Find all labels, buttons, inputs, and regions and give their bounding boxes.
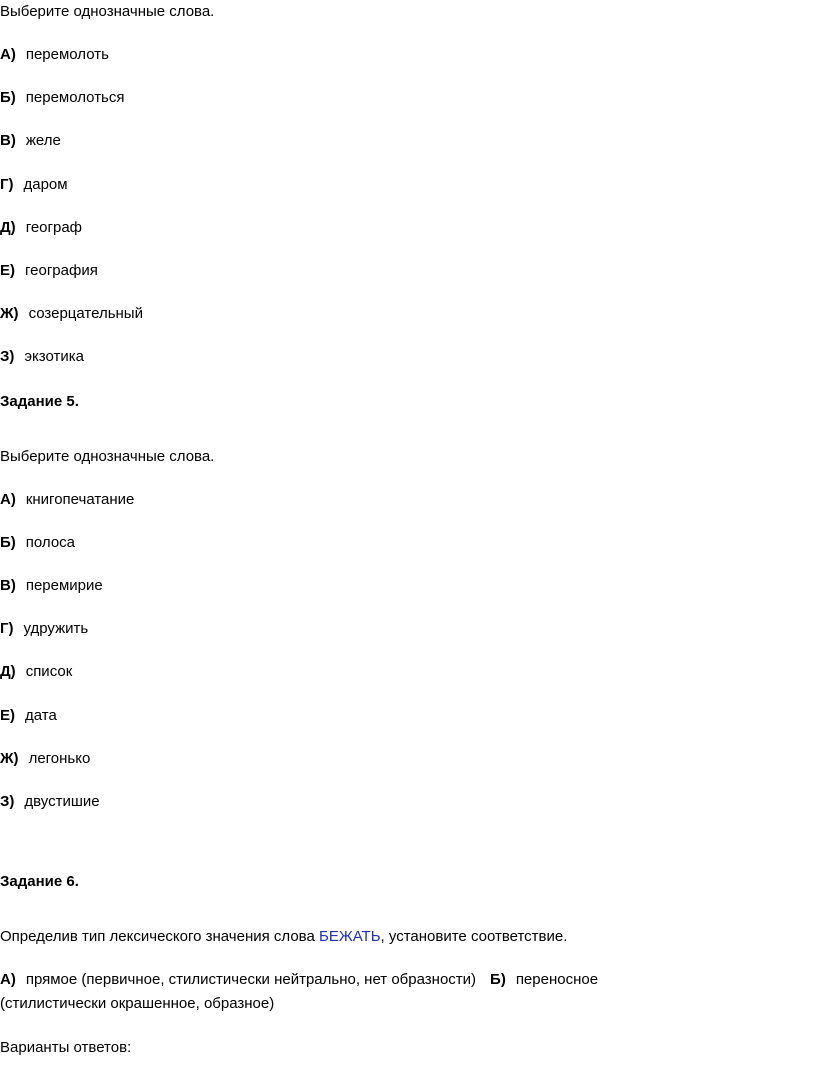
task5-option-e (0, 706, 57, 726)
instruction-text: , установите соответствие. (380, 928, 568, 945)
option-letter: В) (0, 577, 16, 594)
instruction-text: Определив тип лексического значения слова (0, 928, 319, 945)
section1-option-b (0, 88, 125, 108)
option-letter: Г) (0, 620, 14, 637)
option-letter: Б) (0, 89, 16, 106)
option-letter: Е) (0, 262, 15, 279)
option-letter: А) (0, 491, 16, 508)
option-letter: Б) (0, 534, 16, 551)
option-word: книгопечатание (25, 491, 135, 508)
option-word: экзотика (24, 348, 84, 365)
option-word: дата (25, 707, 57, 724)
option-letter: А) (0, 46, 16, 63)
option-word: даром (23, 176, 68, 193)
option-word: список (25, 663, 73, 680)
task6-instruction (0, 927, 567, 947)
section1-option-a (0, 45, 109, 65)
task5-option-d (0, 662, 72, 682)
option-word: перемолоть (25, 46, 109, 63)
section1-instruction: Выберите однозначные слова. (0, 3, 215, 20)
option-word: желе (25, 132, 61, 149)
section1-option-e (0, 261, 98, 281)
keyword: БЕЖАТЬ (319, 928, 381, 945)
option-word: географ (25, 219, 83, 236)
option-letter: З) (0, 793, 15, 810)
task5-option-zh (0, 749, 90, 769)
option-word: двустишие (24, 793, 100, 810)
task5-option-g (0, 619, 88, 639)
task5-option-z (0, 792, 100, 812)
option-letter: Ж) (0, 750, 19, 767)
option-b-text: переносное (515, 971, 599, 988)
option-letter: Д) (0, 219, 16, 236)
option-letter: Ж) (0, 305, 19, 322)
answers-label: Варианты ответов: (0, 1039, 132, 1056)
task5-option-b (0, 533, 75, 553)
option-letter: Б) (490, 971, 506, 988)
option-letter: В) (0, 132, 16, 149)
option-word: легонько (28, 750, 91, 767)
option-letter: Е) (0, 707, 15, 724)
section1-option-v (0, 131, 61, 151)
task5-option-a (0, 490, 134, 510)
section1-option-zh (0, 304, 143, 324)
option-letter: З) (0, 348, 15, 365)
task5-option-v (0, 576, 103, 596)
section1-option-g (0, 175, 68, 195)
option-word: полоса (25, 534, 76, 551)
section1-option-z (0, 347, 84, 367)
task6-heading: Задание 6. (0, 873, 79, 890)
option-letter: А) (0, 971, 16, 988)
option-word: созерцательный (28, 305, 143, 322)
task5-heading: Задание 5. (0, 393, 79, 410)
option-word: география (25, 262, 98, 279)
option-word: перемолоться (25, 89, 125, 106)
option-word: удружить (23, 620, 89, 637)
option-letter: Г) (0, 176, 14, 193)
option-letter: Д) (0, 663, 16, 680)
option-a-text: прямое (первичное, стилистически нейтрально, нет образности) (25, 971, 477, 988)
section1-option-d (0, 218, 82, 238)
option-word: перемирие (25, 577, 103, 594)
task5-instruction: Выберите однозначные слова. (0, 448, 215, 465)
task6-options-line (0, 970, 598, 990)
task6-option-b-continuation: (стилистически окрашенное, образное) (0, 995, 275, 1012)
